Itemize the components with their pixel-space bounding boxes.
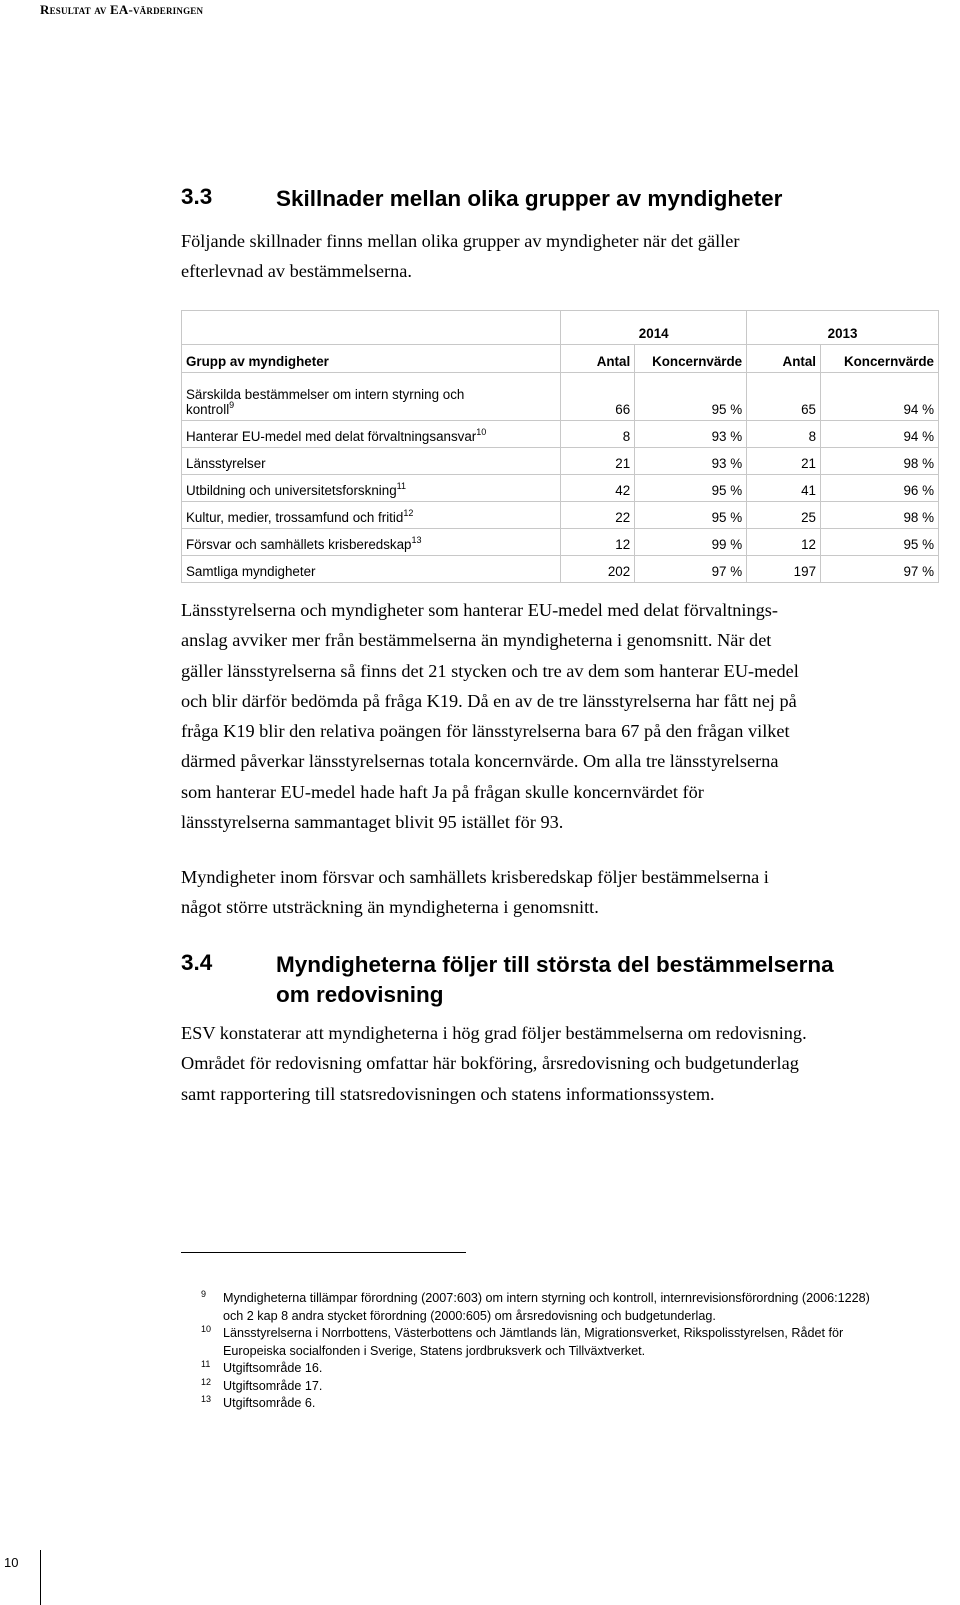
paragraph-line: som hanterar EU-medel hade haft Ja på frågan skulle koncernvärdet för	[181, 781, 704, 802]
section-title: Skillnader mellan olika grupper av myndigheter	[276, 186, 783, 211]
footnote-text: Länsstyrelserna i Norrbottens, Västerbottens och Jämtlands län, Migrationsverket, Rikspolisstyrelsen, Rådet för	[223, 1326, 844, 1340]
footnotes	[181, 1290, 941, 1413]
table-row	[182, 448, 939, 475]
koncernvarde-2013: 96 %	[821, 475, 939, 502]
koncernvarde-2014: 95 %	[635, 502, 747, 529]
table-row	[182, 556, 939, 583]
col-header-koncernvarde-2014: Koncernvärde	[635, 345, 747, 373]
footnote	[181, 1360, 941, 1378]
antal-2013: 21	[747, 448, 821, 475]
footnote	[181, 1325, 941, 1360]
section-title: Myndigheterna följer till största del bestämmelserna	[276, 952, 834, 977]
footnote-mark: 13	[201, 1394, 212, 1404]
antal-2014: 8	[561, 421, 635, 448]
footnote	[181, 1290, 941, 1325]
koncernvarde-2013: 95 %	[821, 529, 939, 556]
koncernvarde-2014: 93 %	[635, 421, 747, 448]
body-paragraph	[181, 862, 941, 923]
antal-2013: 12	[747, 529, 821, 556]
footnote-text: Utgiftsområde 6.	[223, 1396, 316, 1410]
footnote-mark: 11	[201, 1359, 211, 1369]
paragraph-line: därmed påverkar länsstyrelsernas totala koncernvärde. Om alla tre länsstyrelserna	[181, 751, 779, 772]
antal-2014: 22	[561, 502, 635, 529]
section-number: 3.4	[181, 950, 213, 975]
page-number-box	[0, 1550, 41, 1605]
antal-2014: 66	[561, 373, 635, 421]
antal-2013: 41	[747, 475, 821, 502]
paragraph-line: gäller länsstyrelserna så finns det 21 stycken och tre av dem som hanterar EU-medel	[181, 660, 799, 681]
koncernvarde-2013: 98 %	[821, 448, 939, 475]
table-header-row	[182, 345, 939, 373]
footnote-mark: 12	[201, 1376, 212, 1387]
row-label: Länsstyrelser	[182, 448, 561, 475]
footnote-mark: 9	[201, 1289, 207, 1299]
year-2013-header: 2013	[747, 311, 939, 345]
footnote-text: Myndigheterna tillämpar förordning (2007:603) om intern styrning och kontroll, internrevisionsförordning (2006:1228)	[223, 1291, 870, 1305]
koncernvarde-2013: 94 %	[821, 421, 939, 448]
col-header-koncernvarde-2013: Koncernvärde	[821, 345, 939, 373]
antal-2013: 25	[747, 502, 821, 529]
col-header-antal-2013: Antal	[747, 345, 821, 373]
antal-2014: 12	[561, 529, 635, 556]
footnote	[181, 1378, 941, 1396]
paragraph-line: Länsstyrelserna och myndigheter som hanterar EU-medel med delat förvaltnings-	[181, 600, 778, 620]
paragraph-line: länsstyrelserna sammantaget blivit 95 istället för 93.	[181, 812, 564, 833]
year-2014-header: 2014	[561, 311, 747, 345]
footnote-text: Europeiska socialfonden i Sverige, Statens jordbruksverk och Tillväxtverket.	[223, 1343, 646, 1358]
koncernvarde-2013: 94 %	[821, 373, 939, 421]
table-row	[182, 529, 939, 556]
footnote-divider	[181, 1252, 466, 1253]
section-number: 3.3	[181, 184, 213, 209]
section-title: om redovisning	[276, 982, 444, 1007]
antal-2014: 21	[561, 448, 635, 475]
row-label: Samtliga myndigheter	[182, 556, 561, 583]
footnote-mark: 10	[201, 1324, 212, 1334]
row-label: Kultur, medier, trossamfund och fritid$^{12}$	[182, 502, 561, 529]
table-cell	[182, 311, 561, 345]
section-intro	[181, 226, 941, 287]
footnote-ref: 10	[476, 427, 487, 437]
koncernvarde-2014: 93 %	[635, 448, 747, 475]
koncernvarde-2013: 97 %	[821, 556, 939, 583]
body-paragraph	[181, 595, 941, 837]
footnote-text: och 2 kap 8 andra stycket förordning (2000:605) om årsredovisning och budgetunderlag.	[223, 1308, 716, 1323]
antal-2014: 202	[561, 556, 635, 583]
paragraph-line: och blir därför bedömda på fråga K19. Då en av de tre länsstyrelserna har fått nej på	[181, 690, 797, 711]
table-row	[182, 502, 939, 529]
table-year-row	[182, 311, 939, 345]
table-row	[182, 475, 939, 502]
footnote-text: Utgiftsområde 16.	[223, 1361, 323, 1375]
row-label: Försvar och samhällets krisberedskap$^{13}$	[182, 529, 561, 556]
paragraph-line: fråga K19 blir den relativa poängen för länsstyrelserna bara 67 på den frågan vilket	[181, 721, 790, 742]
antal-2014: 42	[561, 475, 635, 502]
antal-2013: 8	[747, 421, 821, 448]
paragraph-line: ESV konstaterar att myndigheterna i hög grad följer bestämmelserna om redovisning.	[181, 1023, 807, 1043]
koncernvarde-2013: 98 %	[821, 502, 939, 529]
footnote-text: Utgiftsområde 17.	[223, 1378, 323, 1393]
footnote-ref: 11	[396, 481, 406, 491]
paragraph-line: något större utsträckning än myndigheterna i genomsnitt.	[181, 897, 599, 918]
footnote	[181, 1395, 941, 1413]
footnote-ref: 9	[229, 400, 235, 410]
group-comparison-table	[181, 310, 939, 583]
row-label: Särskilda bestämmelser om intern styrning och kontroll$^9$	[182, 373, 561, 421]
koncernvarde-2014: 95 %	[635, 373, 747, 421]
antal-2013: 197	[747, 556, 821, 583]
body-paragraph	[181, 1018, 941, 1109]
footnote-ref: 12	[403, 508, 414, 518]
paragraph-line: Området för redovisning omfattar här bokföring, årsredovisning och budgetunderlag	[181, 1053, 799, 1074]
koncernvarde-2014: 99 %	[635, 529, 747, 556]
page-number: 10	[4, 1555, 19, 1570]
table-row	[182, 373, 939, 421]
antal-2013: 65	[747, 373, 821, 421]
col-header-group: Grupp av myndigheter	[182, 345, 561, 373]
paragraph-line: samt rapportering till statsredovisningen och statens informationssystem.	[181, 1083, 715, 1104]
koncernvarde-2014: 97 %	[635, 556, 747, 583]
intro-line: Följande skillnader finns mellan olika grupper av myndigheter när det gäller	[181, 231, 740, 251]
koncernvarde-2014: 95 %	[635, 475, 747, 502]
footnote-ref: 13	[411, 535, 422, 545]
running-header: Resultat av EA-värderingen	[40, 2, 204, 17]
col-header-antal-2014: Antal	[561, 345, 635, 373]
paragraph-line: Myndigheter inom försvar och samhällets krisberedskap följer bestämmelserna i	[181, 867, 769, 887]
row-label: Utbildning och universitetsforskning$^{11}$	[182, 475, 561, 502]
intro-line: efterlevnad av bestämmelserna.	[181, 261, 412, 282]
row-label: Hanterar EU-medel med delat förvaltningsansvar$^{10}$	[182, 421, 561, 448]
table-row	[182, 421, 939, 448]
paragraph-line: anslag avviker mer från bestämmelserna än myndigheterna i genomsnitt. När det	[181, 630, 772, 651]
